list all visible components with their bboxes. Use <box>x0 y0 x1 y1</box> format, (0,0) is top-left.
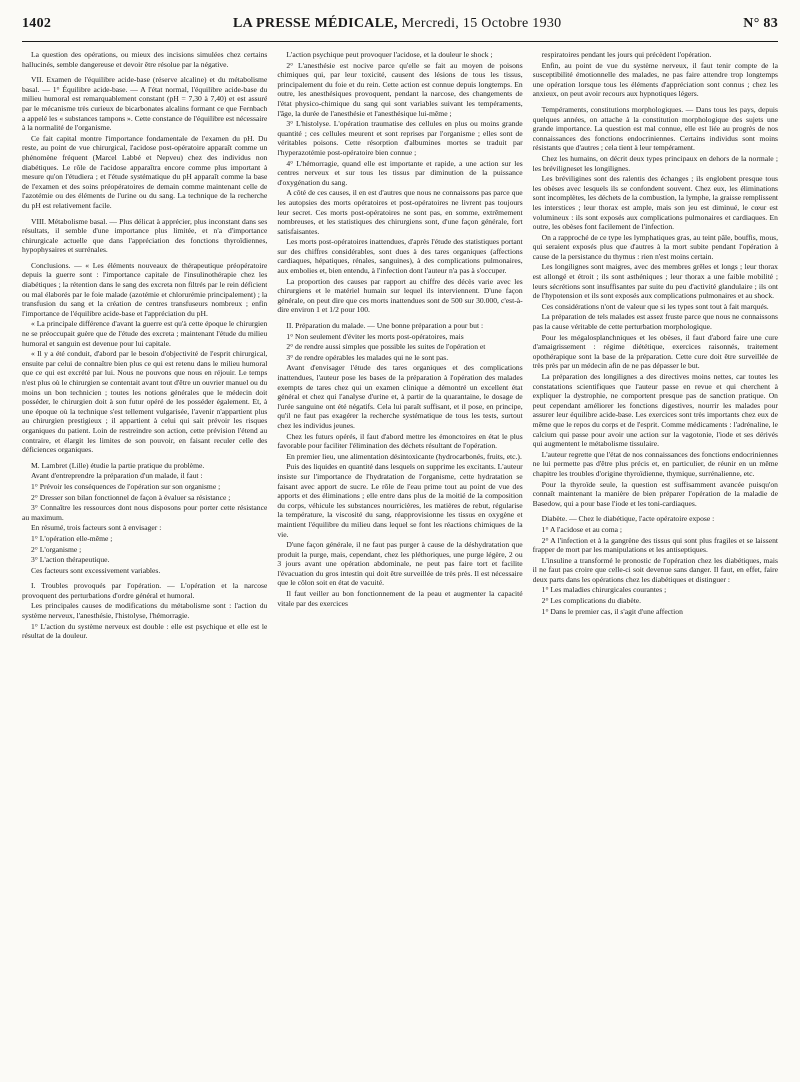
paragraph: Puis des liquides en quantité dans lesquels on supprime les excitants. L'auteur insiste sur l'importance de l'hydratation de l'organisme, cette hydratation se faisant avec apport de sucre. Le rôle de l'eau prime tout au point de vue des apports et des éliminations ; elle entre dans plus de la moitié de la composition du corps, véhicule les substances nourricières, les matières de rebut, régularise la température, la viscosité du sang, réapprovisionne les tissus en oxygène et maintient l'équilibre du milieu dans lequel se font les réactions chimiques de la vie. <box>277 462 523 539</box>
page-header <box>22 16 778 42</box>
paragraph: La préparation de tels malades est assez fruste parce que nous ne connaissons pas la cause véritable de cette perturbation morphologique. <box>532 312 778 332</box>
paragraph: En premier lieu, une alimentation désintoxicante (hydrocarbonés, fruits, etc.). <box>286 451 522 461</box>
paragraph: 3° Connaître les ressources dont nous disposons pour porter cette résistance au maximum. <box>22 503 268 522</box>
paragraph: 3° de rendre opérables les malades qui ne le sont pas. <box>286 352 449 362</box>
paragraph: Les principales causes de modifications du métabolisme sont : l'action du système nerveux, l'anesthésie, l'histolyse, l'hémorragie. <box>22 601 268 621</box>
paragraph: Conclusions. — « Les éléments nouveaux de thérapeutique préopératoire depuis la guerre sont : l'importance capitale de l'insulinothérapie chez les diabétiques ; la rétention dans le sang des excreta non filtrés par le rein déficient ou mal élaborés par le foie malade (azotémie et chlorurémie principalement) ; la transfusion du sang et la création de centres transfuseurs nombreux ; enfin l'importance de l'équilibre acide-base et l'appréciation du pH. <box>22 260 268 318</box>
paragraph: 1° L'opération elle-même ; <box>31 533 113 543</box>
paragraph: VIII. Métabolisme basal. — Plus délicat à apprécier, plus inconstant dans ses résultats, il semble d'une importance plus limitée, et n'a d'importance chirurgicale actuelle que dans l'appréciation des fonctions thyroïdiennes, hypophysaires et surrénales. <box>22 216 268 255</box>
paragraph: Pour la thyroïde seule, la question est suffisamment avancée puisqu'on connaît maintenant la manière de bien préparer l'opération de la maladie de Basedow, qui a pour base l'iode et les toni-cardiaques. <box>532 479 778 508</box>
paragraph: Les bréviligines sont des ralentis des échanges ; ils englobent presque tous les obèses avec lesquels ils se confondent souvent. Chez eux, les éliminations sont incomplètes, les déchets de la combustion, la lymphe, la graisse remplissent les interstices ; leur thorax est ample, mais son jeu est diminué, le cœur est volumineux : ils sont exposés aux complications pulmonaires et cardiaques. En outre, les obèses font facilement de l'infection. <box>532 174 778 232</box>
paragraph: On a rapproché de ce type les lymphatiques gras, au teint pâle, bouffis, mous, qui seraient exposés plus que d'autres à la mort subite pendant l'opération à cause de la persistance du thymus : rien n'est moins certain. <box>532 232 778 261</box>
paragraph: Chez les humains, on décrit deux types principaux en dehors de la normale ; les bréviligneset les longilignes. <box>532 153 778 173</box>
column-middle <box>277 50 522 1070</box>
paragraph: La préparation des longilignes a des directives moins nettes, car toutes les constatations scientifiques que l'auteur passe en revue et qui cherchent à expliquer la dystrophie, ne comportent presque pas de sanction pratique. On peut cependant améliorer les fonctions digestives, nourrir les malades pour assurer leur équilibre acide-base. Les exercices sont très importants chez eux de même que le repos du corps et de l'esprit. Comme médicaments : l'adrénaline, le calcium qui passe pour avoir une action sur la vagotonie, l'iode et ses dérivés qui augmentent le métabolisme tissulaire. <box>532 372 778 449</box>
journal-masthead <box>233 16 562 32</box>
paragraph: La question des opérations, ou mieux des incisions simulées chez certains hallucinés, semble dangereuse et devoir être résolue par la négative. <box>22 50 268 69</box>
paragraph: 2° L'organisme ; <box>31 544 82 554</box>
paragraph: Diabète. — Chez le diabétique, l'acte opératoire expose : <box>541 514 715 524</box>
column-right <box>533 50 778 1070</box>
paragraph: 1° Non seulement d'éviter les morts post-opératoires, mais <box>286 331 464 341</box>
paragraph: 3° L'action thérapeutique. <box>31 555 110 565</box>
paragraph: Chez les futurs opérés, il faut d'abord mettre les émonctoires en état le plus favorable pour faciliter l'élimination des déchets résultant de l'opération. <box>277 431 523 451</box>
paragraph: Tempéraments, constitutions morphologiques. — Dans tous les pays, depuis quelques années, on attache à la constitution morphologique des sujets une grande importance. La question est mal connue, elle est liée au progrès de nos connaissances des fonctions endocriniennes. Certains individus sont moins résistants que d'autres ; cela tient à leur tempérament. <box>532 104 778 153</box>
paragraph: 1° Les maladies chirurgicales courantes ; <box>541 585 667 595</box>
paragraph: D'une façon générale, il ne faut pas purger à cause de la déshydratation que produit la purge, mais, cependant, chez les pléthoriques, une purge légère, 2 ou 3 jours avant une opération abdominale, ne peut pas faire tort et facilite l'évacuation du gros intestin qui doit être surveillée de très près. Il est nécessaire que le côlon soit en état de vacuité. <box>277 540 523 588</box>
paragraph: VII. Examen de l'équilibre acide-base (réserve alcaline) et du métabolisme basal. — 1° Équilibre acide-base. — A l'état normal, l'équilibre acide-base du milieu humoral est remarquablement constant (pH = 7,30 à 7,40) et est assuré par le mécanisme très curieux de bicarbonates alcalins formant ce que Fernbach a appelé les « substances tampons ». Cette constance de l'équilibre est nécessaire à la normalité de l'organisme. <box>22 75 268 133</box>
paragraph: « La principale différence d'avant la guerre est qu'à cette époque le chirurgien ne se préoccupait guère que de l'étude des excreta ; maintenant l'étude du milieu humoral et sanguin est devenue pour lui capitale. <box>22 319 268 348</box>
paragraph: 1° Dans le premier cas, il s'agit d'une affection <box>541 606 683 616</box>
paragraph: Pour les mégalosplanchniques et les obèses, il faut d'abord faire une cure d'amaigrissement : régime diététique, exercices raisonnés, traitement opothérapique sont la base de la préparation. Cette cure doit être surveillée de très près par un médecin afin de ne pas dépasser le but. <box>532 332 778 371</box>
paragraph: A côté de ces causes, il en est d'autres que nous ne connaissons pas parce que les autopsies des morts opératoires et post-opératoires ne livrent pas toujours leur secret. Ces morts post-opératoires ne sont pas, en somme, extrêmement nombreuses, et les statistiques des chirurgiens sont, d'une façon générale, fort satisfaisantes. <box>277 188 523 236</box>
paragraph: Ces facteurs sont excessivement variables. <box>31 565 161 575</box>
paragraph: Ces considérations n'ont de valeur que si les types sont tout à fait marqués. <box>541 301 769 311</box>
paragraph: Avant d'entreprendre la préparation d'un malade, il faut : <box>31 471 203 481</box>
paragraph: respiratoires pendant les jours qui précèdent l'opération. <box>541 50 712 59</box>
article-columns <box>22 50 778 1070</box>
paragraph: Ce fait capital montre l'importance fondamentale de l'examen du pH. Du reste, au point de vue chirurgical, l'acidose post-opératoire apparaît comme un phénomène fréquent (Marcel Labbé et Nepveu) chez des individus non diabétiques. Le rôle de l'acidose apparaîtra encore comme plus important à mesure qu'on l'étudiera ; et l'étude systématique du pH apparaît comme la base de l'examen et des soins préopératoires de demain comme maintenant celle de l'azotémie ou des éléments de l'urine ou du sang. La technique de la recherche du pH est relativement facile. <box>22 133 268 210</box>
issue-number: N° 83 <box>743 16 778 31</box>
paragraph: 1° Prévoir les conséquences de l'opération sur son organisme ; <box>31 481 221 491</box>
journal-title: LA PRESSE MÉDICALE, <box>232 16 398 31</box>
paragraph: 2° Dresser son bilan fonctionnel de façon à évaluer sa résistance ; <box>31 492 231 502</box>
paragraph: I. Troubles provoqués par l'opération. — L'opération et la narcose provoquent des perturbations d'ordre général et humoral. <box>22 581 268 600</box>
paragraph: 1° L'action du système nerveux est double : elle est psychique et elle est le résultat de la douleur. <box>22 621 268 641</box>
paragraph: II. Préparation du malade. — Une bonne préparation a pour but : <box>286 321 484 331</box>
paragraph: Il faut veiller au bon fonctionnement de la peau et augmenter la capacité vitale par des exercices <box>277 589 523 608</box>
column-left <box>22 50 267 1070</box>
paragraph: 2° Les complications du diabète. <box>541 596 642 606</box>
paragraph: 3° L'histolyse. L'opération traumatise des cellules en plus ou moins grande quantité ; ces cellules meurent et sont reprises par l'organisme ; elles sont de véritables poisons. Cette résorption d'albumines mortes se traduit par l'hyperazotémie post-opératoire bien connue ; <box>277 119 523 157</box>
paragraph: L'action psychique peut provoquer l'acidose, et la douleur le shock ; <box>286 50 493 59</box>
page-number: 1402 <box>22 16 52 31</box>
paragraph: 2° L'anesthésie est nocive parce qu'elle se fait au moyen de poisons chimiques qui, par leur toxicité, causent des lésions de tous les tissus, principalement du foie et du rein. Cette action est connue depuis longtemps. En outre, les anesthésiques provoquent, pendant la narcose, des changements de l'état physico-chimique du sang qui sont variables suivant les tempéraments, l'âge, la durée de l'anesthésie et l'anesthésique lui-même ; <box>277 60 523 118</box>
paragraph: Avant d'envisager l'étude des tares organiques et des complications inattendues, l'auteur pose les bases de la préparation à l'opération des malades exempts de tares chez qui un examen clinique a démontré un excellent état général et chez qui l'analyse d'urine et, à partir de la quarantaine, le dosage de l'urée sanguine ont été négatifs. Cela lui paraît suffisant, et il pose, en principe, qu'il ne faut pas exagérer la recherche systématique de tous les tests, surtout chez les individus jeunes. <box>277 363 523 430</box>
paragraph: L'insuline a transformé le pronostic de l'opération chez les diabétiques, mais il ne faut pas croire que celle-ci soit devenue sans danger. Il faut, en effet, faire deux parts dans les opérations chez les diabétiques et distinguer : <box>532 555 778 584</box>
paragraph: Enfin, au point de vue du système nerveux, il faut tenir compte de la susceptibilité émotionnelle des malades, ne pas faire attendre trop longtemps une opération lorsque tous les éléments d'appréciation sont connus ; chez les anxieux, on peut avoir recours aux hypnotiques légers. <box>532 60 778 99</box>
paragraph: Les morts post-opératoires inattendues, d'après l'étude des statistiques portant sur des chiffres considérables, sont dues à des tares organiques (affections cardiaques, hépatiques, rénales, sanguines), à des complications pulmonaires, aux embolies et, bien entendu, à l'infection dont l'auteur n'a pas à s'occuper. <box>277 237 523 276</box>
paragraph: L'auteur regrette que l'état de nos connaissances des fonctions endocriniennes ne lui permette pas d'être plus précis et, en particulier, de réunir en un même chapitre les troubles d'origine thyroïdienne, thymique, surrénalienne, etc. <box>532 449 778 478</box>
paragraph: 2° A l'infection et à la gangrène des tissus qui sont plus fragiles et se laissent frapper de mort par les manipulations et les antiseptiques. <box>532 535 778 555</box>
paragraph: En résumé, trois facteurs sont à envisager : <box>31 523 162 533</box>
paragraph: La proportion des causes par rapport au chiffre des décès varie avec les chirurgiens et le matériel humain sur lequel ils interviennent. D'une façon générale, on peut dire que ces morts inattendues sont de 500 sur 30.000, c'est-à-dire environ 1 et 1/2 pour 100. <box>277 276 523 315</box>
paragraph: « Il y a été conduit, d'abord par le besoin d'objectivité de l'esprit chirurgical, ensuite par celui de connaître bien plus ce qui est retenu dans le milieu humoral que ce qui est excrété par lui. Nous ne pouvons que nous en réjouir. Le temps n'est plus où le chirurgien se contentait avant tout d'être un ouvrier manuel ou du moins un bon technicien ; toutes les notions générales que le médecin doit posséder, le chirurgien doit à son futur opéré de les posséder également. Et, à une époque où la technique s'est tellement vulgarisée, l'avenir n'appartient plus au chirurgien prestigieux ; il appartient à celui qui sait prévoir les risques organiques du patient. Loin de restreindre son action, cette prévision l'étend au contraire, et élargit les limites de son pouvoir, en faisant reculer celle des déficiences organiques. <box>22 349 268 455</box>
paragraph: Les longilignes sont maigres, avec des membres grêles et longs ; leur thorax est allongé et étroit ; ils sont asthéniques ; leur thorax a une faible mobilité ; leurs sécrétions sont insuffisantes par suite du peu d'activité glandulaire ; ils ont de l'hypotension et ils sont exposés aux complications pulmonaires et au shock. <box>532 262 778 301</box>
issue-date: Mercredi, 15 Octobre 1930 <box>401 16 562 31</box>
paragraph: M. Lambret (Lille) étudie la partie pratique du problème. <box>31 460 205 470</box>
paragraph: 1° A l'acidose et au coma ; <box>541 524 622 534</box>
paragraph: 4° L'hémorragie, quand elle est importante et rapide, a une action sur les centres nerveux et sur tous les tissus par diminution de la puissance d'oxygénation du sang. <box>277 158 523 187</box>
paragraph: 2° de rendre aussi simples que possible les suites de l'opération et <box>286 342 486 352</box>
